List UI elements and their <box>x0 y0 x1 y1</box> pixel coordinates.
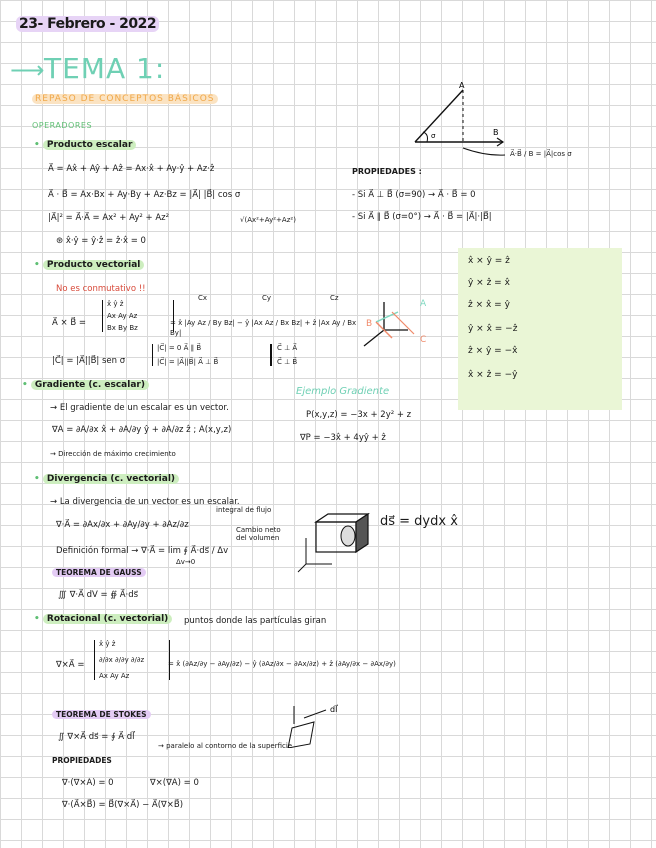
rotacional-comment: puntos donde las partículas giran <box>184 616 327 626</box>
vectorial-modulus: |C⃗| = |A⃗||B⃗| sen σ <box>52 356 126 366</box>
vectorial-matrix-row: Ax Ay Az <box>107 312 138 320</box>
stokes-surface <box>288 722 314 748</box>
escalar-line4: ⊛ x̂·ŷ = ŷ·ẑ = ẑ·x̂ = 0 <box>56 236 146 246</box>
escalar-line3: |A⃗|² = A⃗·A⃗ = Ax² + Ay² + Az² <box>48 213 169 223</box>
date-text: 23- Febrero - 2022 <box>16 16 159 32</box>
vectorial-perp-line: C⃗ ⊥ A⃗ <box>277 344 298 352</box>
rotacional-matrix-row: ∂/∂x ∂/∂y ∂/∂z <box>99 656 145 664</box>
divergencia-heading-text: Divergencia (c. vectorial) <box>43 474 179 484</box>
gradiente-line1: → El gradiente de un escalar es un vector. <box>50 403 229 413</box>
rotacional-matrix <box>94 640 170 680</box>
vector-c2-arrow <box>392 312 414 334</box>
escalar-prop2: - Si A⃗ ∥ B⃗ (σ=0°) → A⃗ · B⃗ = |A⃗|·|B⃗| <box>352 212 492 222</box>
vectorial-heading <box>34 260 144 270</box>
projection-arrow <box>463 148 505 155</box>
brace-label-cy: Cy <box>262 294 272 302</box>
unit-box-line: x̂ × ŷ = ẑ <box>468 256 510 266</box>
unit-box-line: ẑ × ŷ = −x̂ <box>468 346 518 356</box>
gradiente-line3: → Dirección de máximo crecimiento <box>50 450 176 458</box>
divergencia-note1: integral de flujo <box>216 506 272 514</box>
dl-label: dl⃗ <box>330 705 338 714</box>
stokes-equation: ∬ ∇×A⃗ ds⃗ = ∮ A⃗ dl⃗ <box>58 732 135 742</box>
rotacional-heading <box>34 614 172 624</box>
unit-box-line: ẑ × x̂ = ŷ <box>468 300 510 310</box>
escalar-prop1: - Si A⃗ ⊥ B⃗ (σ=90) → A⃗ · B⃗ = 0 <box>352 190 476 200</box>
section-operadores: OPERADORES <box>32 121 93 130</box>
cube-side <box>356 514 368 552</box>
escalar-sqrt-note: √(Ax²+Ay²+Az²) <box>240 216 296 224</box>
vectorial-matrix-row: x̂ ŷ ẑ <box>107 300 124 308</box>
gradiente-heading-text: Gradiente (c. escalar) <box>31 380 149 390</box>
gauss-equation: ∭ ∇·A⃗ dV = ∯ A⃗·ds⃗ <box>58 590 139 600</box>
vectorial-matrix-label: A⃗ × B⃗ = <box>52 318 86 328</box>
vectorial-note: No es conmutativo !! <box>56 284 146 294</box>
rotacional-matrix-row: x̂ ŷ ẑ <box>99 640 116 648</box>
divergencia-line3: Definición formal → ∇·A⃗ = lim ∮ A⃗·ds⃗ / Δv <box>56 546 229 556</box>
rotacional-props-heading: PROPIEDADES <box>52 756 112 765</box>
projection-label: A⃗·B⃗ / B = |A⃗|cos σ <box>510 150 572 158</box>
vectorial-diagram-label-c: C <box>420 335 427 345</box>
date <box>16 16 159 32</box>
rotacional-prop3: ∇·(A⃗×B⃗) = B⃗(∇×A⃗) − A⃗(∇×B⃗) <box>62 800 184 810</box>
divergencia-note2: Cambio neto del volumen <box>236 526 281 542</box>
cube-diagram <box>296 508 376 578</box>
escalar-line1: A⃗ = Ax̂ + Aŷ + Aẑ = Ax·x̂ + Ay·ŷ + Az·ẑ <box>48 164 215 174</box>
vectorial-cases <box>152 344 218 366</box>
rotacional-prop2: ∇×(∇A) = 0 <box>150 778 199 788</box>
rotacional-heading-text: Rotacional (c. vectorial) <box>43 614 172 624</box>
escalar-heading-text: Producto escalar <box>43 140 137 150</box>
gradiente-example-title: Ejemplo Gradiente <box>296 386 390 397</box>
vectorial-diagram-label-b: B <box>366 319 373 329</box>
divergencia-heading <box>34 474 179 484</box>
diagram-label-a: A <box>459 81 465 90</box>
vectorial-case: |C⃗| = |A⃗||B⃗| A⃗ ⊥ B⃗ <box>157 358 219 366</box>
title-arrow-icon: ⟶ <box>10 56 45 84</box>
vectorial-perp <box>270 344 297 366</box>
stokes-heading-text: TEOREMA DE STOKES <box>52 710 151 719</box>
stokes-diagram <box>280 702 350 748</box>
vectorial-matrix-row: Bx By Bz <box>107 324 138 332</box>
subtitle-text: REPASO DE CONCEPTOS BÁSICOS <box>32 94 218 104</box>
vectorial-perp-line: C⃗ ⊥ B⃗ <box>277 358 298 366</box>
gradiente-line2: ∇A = ∂A/∂x x̂ + ∂A/∂y ŷ + ∂A/∂z ẑ ; A(x,y,z) <box>52 425 232 435</box>
brace-label-cx: Cx <box>198 294 208 302</box>
rotacional-expansion: = x̂ (∂Az/∂y − ∂Ay/∂z) − ŷ (∂Az/∂x − ∂Ax/∂z) + ẑ (∂Ay/∂x − ∂Ax/∂y) <box>168 660 396 668</box>
unit-box-line: x̂ × ẑ = −ŷ <box>468 370 518 380</box>
divergencia-line1: → La divergencia de un vector es un escalar. <box>50 497 240 507</box>
axis-line <box>364 330 384 346</box>
vector-a-arrow <box>376 312 398 322</box>
divergencia-ds: ds⃗ = dydx x̂ <box>380 514 458 529</box>
dl-vector <box>304 710 326 718</box>
page-title: TEMA 1: <box>44 52 166 85</box>
stokes-heading <box>52 710 151 719</box>
unit-vector-box <box>458 248 622 410</box>
gradiente-example1: P(x,y,z) = −3x + 2y² + z <box>306 410 412 420</box>
gradiente-heading <box>22 380 149 390</box>
rotacional-prop1: ∇·(∇×A) = 0 <box>62 778 114 788</box>
divergencia-line2: ∇·A⃗ = ∂Ax/∂x + ∂Ay/∂y + ∂Az/∂z <box>56 520 189 530</box>
axis-line <box>298 564 306 572</box>
gauss-heading-text: TEOREMA DE GAUSS <box>52 568 146 577</box>
subtitle <box>32 94 218 104</box>
diagram-label-b: B <box>493 128 499 137</box>
unit-box-line: ŷ × x̂ = −ẑ <box>468 324 518 334</box>
stokes-note: → paralelo al contorno de la superficie <box>158 742 293 750</box>
escalar-heading <box>34 140 136 150</box>
brace-label-cz: Cz <box>330 294 339 302</box>
divergencia-line3-sub: Δv→0 <box>176 558 196 566</box>
rotacional-matrix-row: Ax Ay Az <box>99 672 130 680</box>
gradiente-example2: ∇P = −3x̂ + 4yŷ + ẑ <box>300 433 386 443</box>
vectorial-matrix <box>102 300 174 332</box>
unit-box-line: ŷ × ẑ = x̂ <box>468 278 510 288</box>
rotacional-matrix-label: ∇×A⃗ = <box>56 660 85 670</box>
vectorial-diagram <box>358 294 438 354</box>
vectorial-diagram-label-a: A <box>420 299 427 309</box>
vectorial-expansion: = x̂ |Ay Az / By Bz| − ŷ |Ax Az / Bx Bz| + ẑ |Ax Ay / Bx By| <box>170 319 357 337</box>
gauss-heading <box>52 568 146 577</box>
projection-diagram <box>405 80 605 170</box>
vectorial-heading-text: Producto vectorial <box>43 260 145 270</box>
escalar-props-heading: PROPIEDADES : <box>352 167 422 176</box>
cube-surface-element <box>341 526 355 546</box>
vectorial-case: |C⃗| = 0 A⃗ ∥ B⃗ <box>157 344 202 352</box>
vector-a-line <box>415 90 463 142</box>
diagram-label-sigma: σ <box>431 132 436 140</box>
escalar-line2: A⃗ · B⃗ = Ax·Bx + Ay·By + Az·Bz = |A⃗| |B⃗| cos σ <box>48 190 241 200</box>
